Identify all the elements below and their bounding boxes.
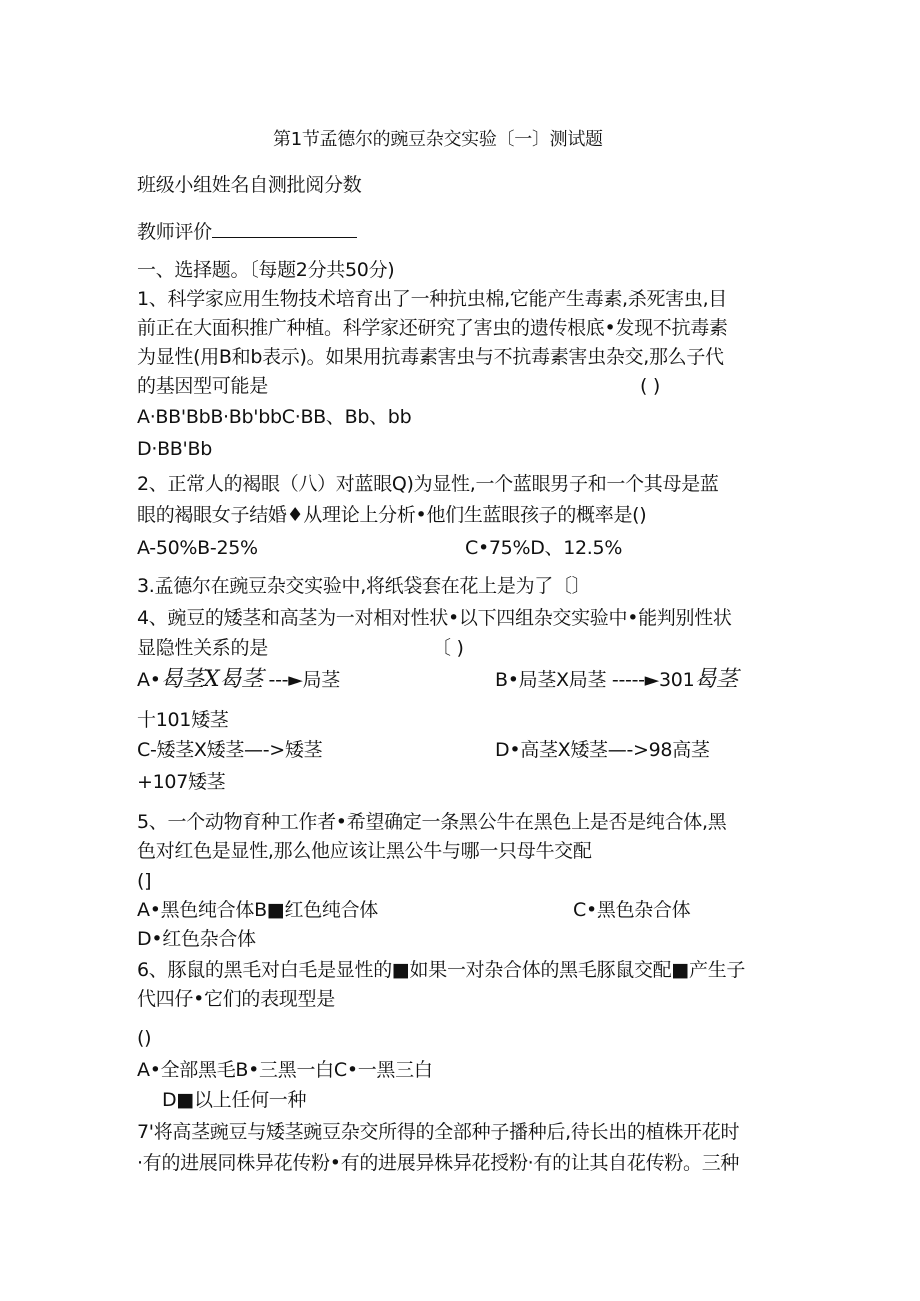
page-title: 第1节孟德尔的豌豆杂交实验〔一〕测试题: [273, 129, 603, 150]
q5-answer-paren: (]: [137, 870, 152, 892]
q4-line-1: 4、豌豆的矮茎和高茎为一对相对性状•以下四组杂交实验中•能判别性状: [137, 607, 732, 629]
q1-line-2: 前正在大面积推广种植。科学家还研究了害虫的遗传根底•发现不抗毒素: [137, 317, 728, 339]
q6-line-1: 6、豚鼠的黑毛对白毛是显性的■如果一对杂合体的黑毛豚鼠交配■产生子: [137, 959, 746, 981]
q1-line-1: 1、科学家应用生物技术培育出了一种抗虫棉,它能产生毒素,杀死害虫,目: [137, 288, 728, 310]
teacher-evaluation-blank[interactable]: [212, 219, 357, 238]
q2-line-1: 2、正常人的褐眼（八）对蓝眼Q)为显性,一个蓝眼男子和一个其母是蓝: [137, 473, 719, 495]
q4-answer-paren: 〔 ): [432, 637, 464, 659]
q5-options-ab: A•黑色纯合体B■红色纯合体: [137, 899, 378, 921]
q4-option-b-continuation: 十101矮茎: [137, 709, 229, 731]
q4-option-c: C-矮茎X矮茎—->矮茎: [137, 739, 323, 761]
q4-option-d: D•高茎X矮茎—->98高茎: [495, 739, 710, 761]
q4-line-2: 显隐性关系的是: [137, 637, 268, 659]
q5-option-c: C•黑色杂合体: [573, 899, 691, 921]
q4-option-a: [137, 667, 340, 693]
q7-line-1: 7'将高茎豌豆与矮茎豌豆杂交所得的全部种子播种后,待长出的植株开花时: [137, 1121, 740, 1143]
q4-option-a-result: ---►局茎: [262, 669, 340, 691]
q6-option-d: D■以上任何一种: [162, 1089, 307, 1111]
q4-option-a-prefix: A•: [137, 669, 161, 691]
q6-answer-paren: (): [137, 1027, 152, 1049]
q4-option-b-text: B•局茎X局茎 -----►301: [495, 669, 695, 691]
q6-options-abc: A•全部黑毛B•三黑一白C•一黑三白: [137, 1059, 433, 1081]
q2-line-2: 眼的褐眼女子结婚♦从理论上分析•他们生蓝眼孩子的概率是(): [137, 504, 647, 526]
q7-line-2: ·有的进展同株异花传粉•有的进展异株异花授粉·有的让其自花传粉。三种: [137, 1152, 740, 1174]
q4-option-d-continuation: +107矮茎: [137, 771, 226, 793]
teacher-evaluation-label: 教师评价: [137, 221, 212, 243]
teacher-evaluation-line: [137, 219, 357, 245]
q5-option-d: D•红色杂合体: [137, 928, 256, 950]
q6-line-2: 代四仔•它们的表现型是: [137, 988, 335, 1010]
q4-option-a-italic: 曷茎X曷茎: [160, 667, 263, 692]
q1-options-abc: A·BB'BbB·Bb'bbC·BB、Bb、bb: [137, 406, 412, 428]
q3-line-1: 3.孟德尔在豌豆杂交实验中,将纸袋套在花上是为了〔〕: [137, 575, 591, 597]
q1-line-4: 的基因型可能是: [137, 375, 268, 397]
student-info-line: 班级小组姓名自测批阅分数: [137, 174, 362, 196]
q2-options-ab: A-50%B-25%: [137, 537, 258, 559]
q5-line-1: 5、一个动物育种工作者•希望确定一条黑公牛在黑色上是否是纯合体,黑: [137, 811, 727, 833]
q4-option-b-italic: 曷茎: [694, 667, 738, 692]
q4-option-b: [495, 667, 738, 693]
q1-line-3: 为显性(用B和b表示)。如果用抗毒素害虫与不抗毒素害虫杂交,那么子代: [137, 346, 724, 368]
q1-option-d: D·BB'Bb: [137, 438, 212, 460]
q5-line-2: 色对红色是显性,那么他应该让黑公牛与哪一只母牛交配: [137, 840, 592, 862]
section-heading: 一、选择题。〔每题2分共50分): [137, 259, 395, 281]
q2-options-cd: C•75%D、12.5%: [465, 537, 623, 559]
q1-answer-paren: ( ): [640, 375, 660, 397]
